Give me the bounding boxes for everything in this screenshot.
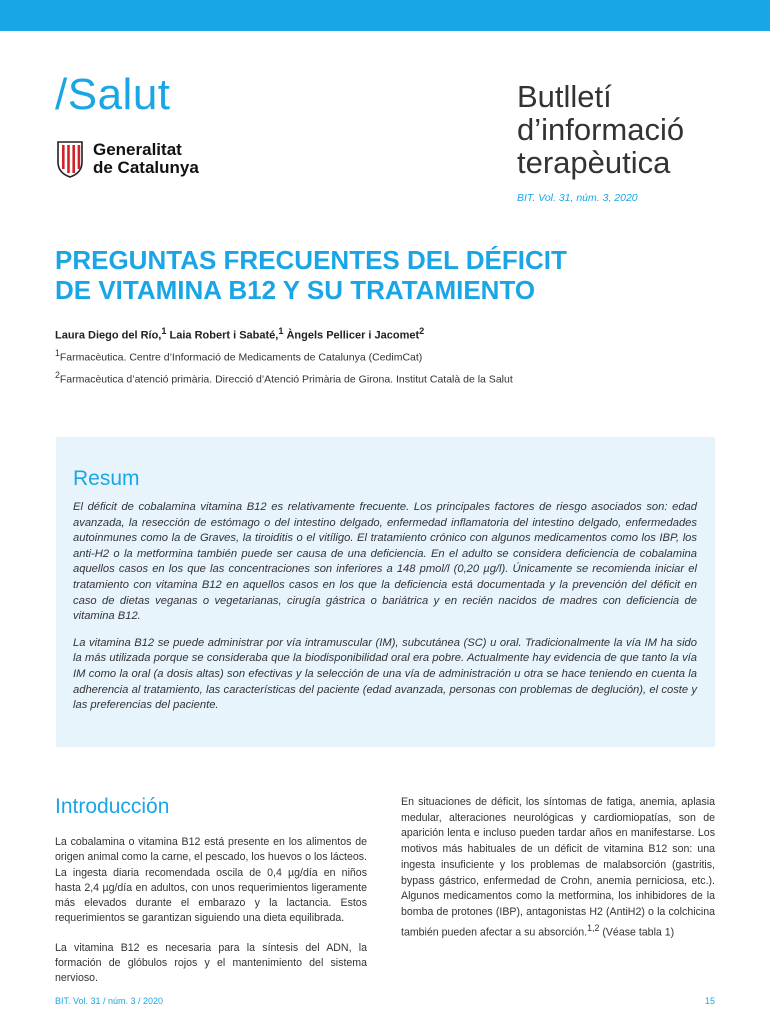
affiliation-2: [55, 370, 513, 386]
resum-paragraph-2: La vitamina B12 se puede administrar por vía intramuscular (IM), subcutánea (SC) u oral. Tradicionalmente la vía IM ha sido la más utilizada porque se consideraba que la biodisponibilidad oral era pobre. Actualmente hay evidencia de que tanto la vía IM como la oral (a dosis altas) son efectivas y la selección de una vía de administración u otra se hace teniendo en cuenta la adherencia al tratamiento, las características del paciente (edad avanzada, personas con problemas de deglución), el coste y las preferencias del paciente.: [73, 636, 697, 712]
bulletin-title: [517, 80, 684, 179]
author-sup: 2: [419, 326, 425, 336]
affiliation-text: Farmacèutica d’atenció primària. Direcció d’Atenció Primària de Girona. Institut Català de la Salut: [59, 373, 513, 386]
citation-sup: 1,2: [587, 922, 600, 933]
bulletin-issue: BIT. Vol. 31, núm. 3, 2020: [517, 192, 638, 204]
affiliation-1: [55, 348, 422, 364]
bulletin-title-line-3: terapèutica: [517, 145, 671, 180]
article-title-line-1: PREGUNTAS FRECUENTES DEL DÉFICIT: [55, 245, 567, 275]
intro-paragraph-3: [401, 795, 715, 941]
page-number: 15: [704, 996, 715, 1006]
resum-paragraph-1: El déficit de cobalamina vitamina B12 es relativamente frecuente. Los principales factores de riesgo asociados son: edad avanzada, la resección de estómago o del intestino delgado, enfermedad inflamatoria del intestino delgado, enfermedades autoinmunes como la de Graves, la tiroiditis o el vitíligo. El tratamiento crónico con algunos medicamentos como los IBP, los anti-H2 o la metformina también puede ser causa de una deficiencia. En el adulto se considera deficiencia de cobalamina aquellos casos en los que las concentraciones son inferiores a 148 pmol/l (0,20 µg/l). Únicamente se recomienda iniciar el tratamiento con vitamina B12 en aquellos casos en los que la deficiencia está documentada y la prevención del déficit en caso de dietas veganas o vegetarianas, cirugía gástrica o bariátrica y en recién nacidos de madres con deficiencia de vitamina B12.: [73, 501, 697, 623]
affiliation-sup: 1: [55, 348, 60, 358]
top-color-bar: [0, 0, 770, 31]
table-reference: (Véase tabla 1): [599, 926, 675, 939]
article-title: [55, 245, 695, 305]
author-name: Àngels Pellicer i Jacomet: [286, 329, 420, 342]
intro-left-column: [55, 795, 367, 1001]
intro-paragraph-1: La cobalamina o vitamina B12 está presente en los alimentos de origen animal como la carne, el pescado, los huevos o los lácteos. La ingesta diaria recomendada oscila de 0,4 µg/día en niños hasta 2,4 µg/día en adultos, con unos requerimientos ligeramente más elevados durante el embarazo y la lactancia. Estos requerimientos se garantizan siguiendo una dieta equilibrada.: [55, 836, 367, 925]
bulletin-title-line-1: Butlletí: [517, 79, 612, 114]
intro-paragraph-3-text: En situaciones de déficit, los síntomas de fatiga, anemia, aplasia medular, alteraciones neurológicas y cardiomiopatías, son de aparición lenta e incluso pueden tardar años en manifestarse. Los motivos más habituales de un déficit de vitamina B12 son: una ingesta insuficiente y los problemas de malabsorción (gastritis, bypass gástrico, enfermedad de Crohn, anemia perniciosa, etc.). Algunos medicamentos como la metformina, los inhibidores de la bomba de protones (IBP), antagonistas H2 (AntiH2) o la colchicina también pueden afectar a su absorción.: [401, 796, 715, 939]
authors: [55, 326, 424, 342]
author-name: Laura Diego del Río,: [55, 329, 162, 342]
logo-line-2: de Catalunya: [93, 158, 199, 177]
salut-brand: /Salut: [55, 70, 171, 119]
author-sup: 1: [161, 326, 167, 336]
author-sup: 1: [278, 326, 284, 336]
affiliation-sup: 2: [55, 370, 60, 380]
generalitat-logo: [55, 140, 199, 178]
affiliation-text: Farmacèutica. Centre d’Informació de Medicaments de Catalunya (CedimCat): [59, 351, 423, 364]
footer-issue: BIT. Vol. 31 / núm. 3 / 2020: [55, 996, 164, 1006]
article-title-line-2: DE VITAMINA B12 Y SU TRATAMIENTO: [55, 275, 536, 305]
generalitat-emblem-icon: [55, 140, 85, 178]
resum-box: [56, 437, 715, 747]
intro-right-column: [401, 795, 715, 941]
bulletin-title-line-2: d’informació: [517, 112, 685, 147]
logo-line-1: Generalitat: [93, 140, 182, 159]
resum-heading: Resum: [73, 467, 140, 490]
intro-paragraph-2: La vitamina B12 es necesaria para la síntesis del ADN, la formación de glóbulos rojos y el mantenimiento del sistema nervioso.: [55, 941, 367, 985]
author-name: Laia Robert i Sabaté,: [169, 329, 279, 342]
intro-heading: Introducción: [55, 795, 170, 818]
